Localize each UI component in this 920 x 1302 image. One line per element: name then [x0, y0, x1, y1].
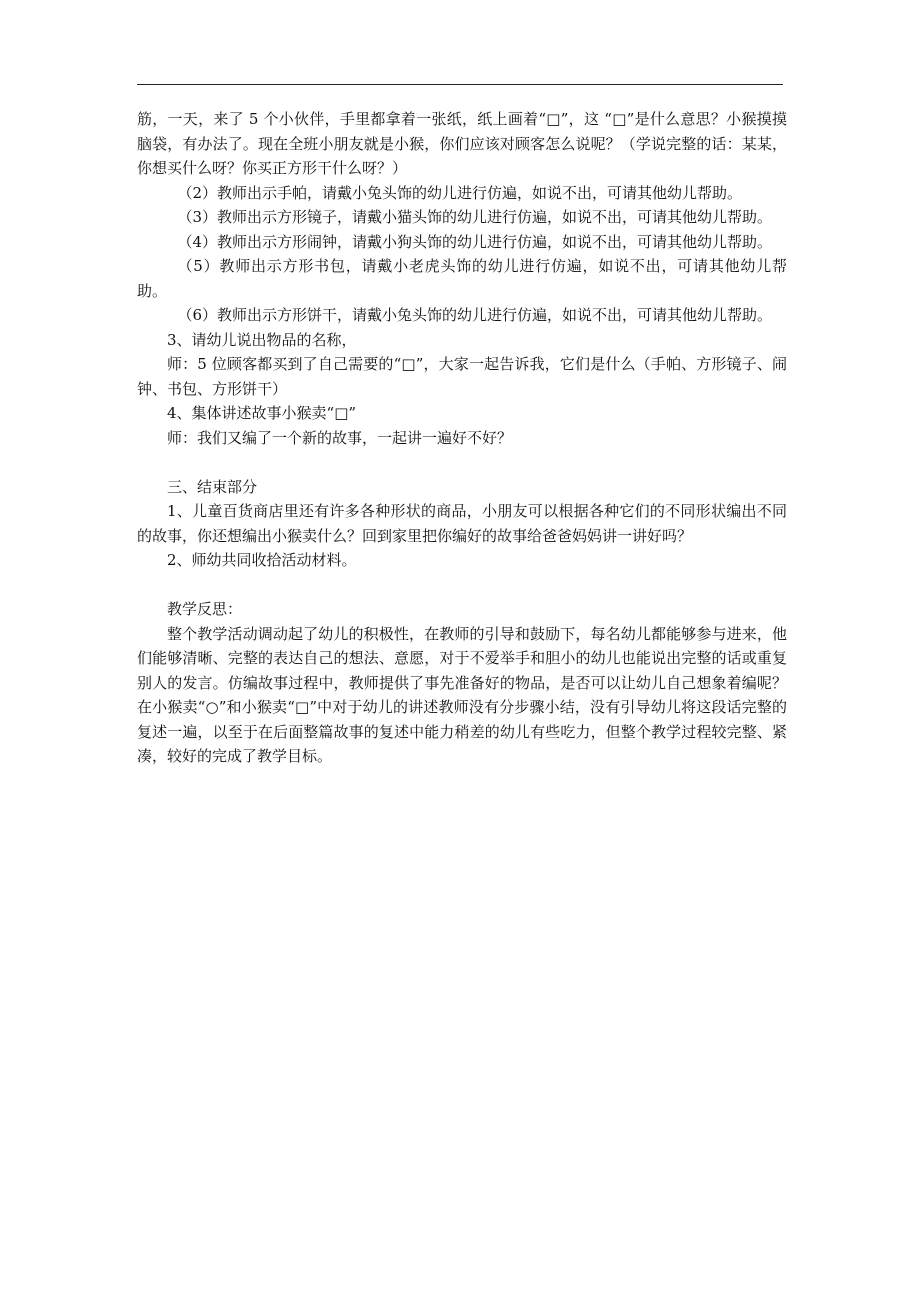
- document-body: [137, 107, 787, 769]
- paragraph-gap: [137, 573, 787, 598]
- paragraph-step-5: （5）教师出示方形书包，请戴小老虎头饰的幼儿进行仿遍，如说不出，可请其他幼儿帮助。: [137, 257, 787, 300]
- paragraph-ending-2: 2、师幼共同收拾活动材料。: [167, 551, 357, 569]
- paragraph-teacher-line-2: 师：我们又编了一个新的故事，一起讲一遍好不好？: [167, 428, 513, 447]
- paragraph-step-4: （4）教师出示方形闹钟，请戴小狗头饰的幼儿进行仿遍，如说不出，可请其他幼儿帮助。: [177, 232, 773, 251]
- paragraph-story-intro: 筋，一天，来了 5 个小伙伴，手里都拿着一张纸，纸上画着“□”，这 “□”是什么意思？小猴摸摸脑袋，有办法了。现在全班小朋友就是小猴，你们应该对顾客怎么说呢？（学说完整的话：某某，你想买什么呀？你买正方形干什么呀？）: [137, 110, 787, 177]
- section-heading-reflection: 教学反思：: [167, 600, 243, 618]
- paragraph-gap: [137, 450, 787, 475]
- paragraph-item-3: 3、请幼儿说出物品的名称，: [167, 330, 357, 349]
- paragraph-item-4: 4、集体讲述故事小猴卖“□”: [167, 404, 357, 422]
- paragraph-step-3: （3）教师出示方形镜子，请戴小猫头饰的幼儿进行仿遍，如说不出，可请其他幼儿帮助。: [177, 208, 773, 226]
- paragraph-ending-1: 1、儿童百货商店里还有许多各种形状的商品，小朋友可以根据各种它们的不同形状编出不同的故事，你还想编出小猴卖什么？回到家里把你编好的故事给爸爸妈妈讲一讲好吗？: [137, 502, 787, 545]
- paragraph-step-2: （2）教师出示手帕，请戴小兔头饰的幼儿进行仿遍，如说不出，可请其他幼儿帮助。: [177, 183, 743, 202]
- header-rule: [137, 84, 783, 85]
- paragraph-teacher-line-1: 师：5 位顾客都买到了自己需要的“□”，大家一起告诉我，它们是什么（手帕、方形镜子、闹钟、书包、方形饼干）: [137, 355, 787, 398]
- section-heading-ending: 三、结束部分: [167, 477, 258, 496]
- paragraph-step-6: （6）教师出示方形饼干，请戴小兔头饰的幼儿进行仿遍，如说不出，可请其他幼儿帮助。: [177, 306, 773, 324]
- paragraph-reflection: 整个教学活动调动起了幼儿的积极性，在教师的引导和鼓励下，每名幼儿都能够参与进来，他们能够清晰、完整的表达自己的想法、意愿，对于不爱举手和胆小的幼儿也能说出完整的话或重复别人的发言。仿编故事过程中，教师提供了事先准备好的物品，是否可以让幼儿自己想象着编呢？在小猴卖“○”和小猴卖“□”中对于幼儿的讲述教师没有分步骤小结，没有引导幼儿将这段话完整的复述一遍，以至于在后面整篇故事的复述中能力稍差的幼儿有些吃力，但整个教学过程较完整、紧凑，较好的完成了教学目标。: [137, 624, 787, 765]
